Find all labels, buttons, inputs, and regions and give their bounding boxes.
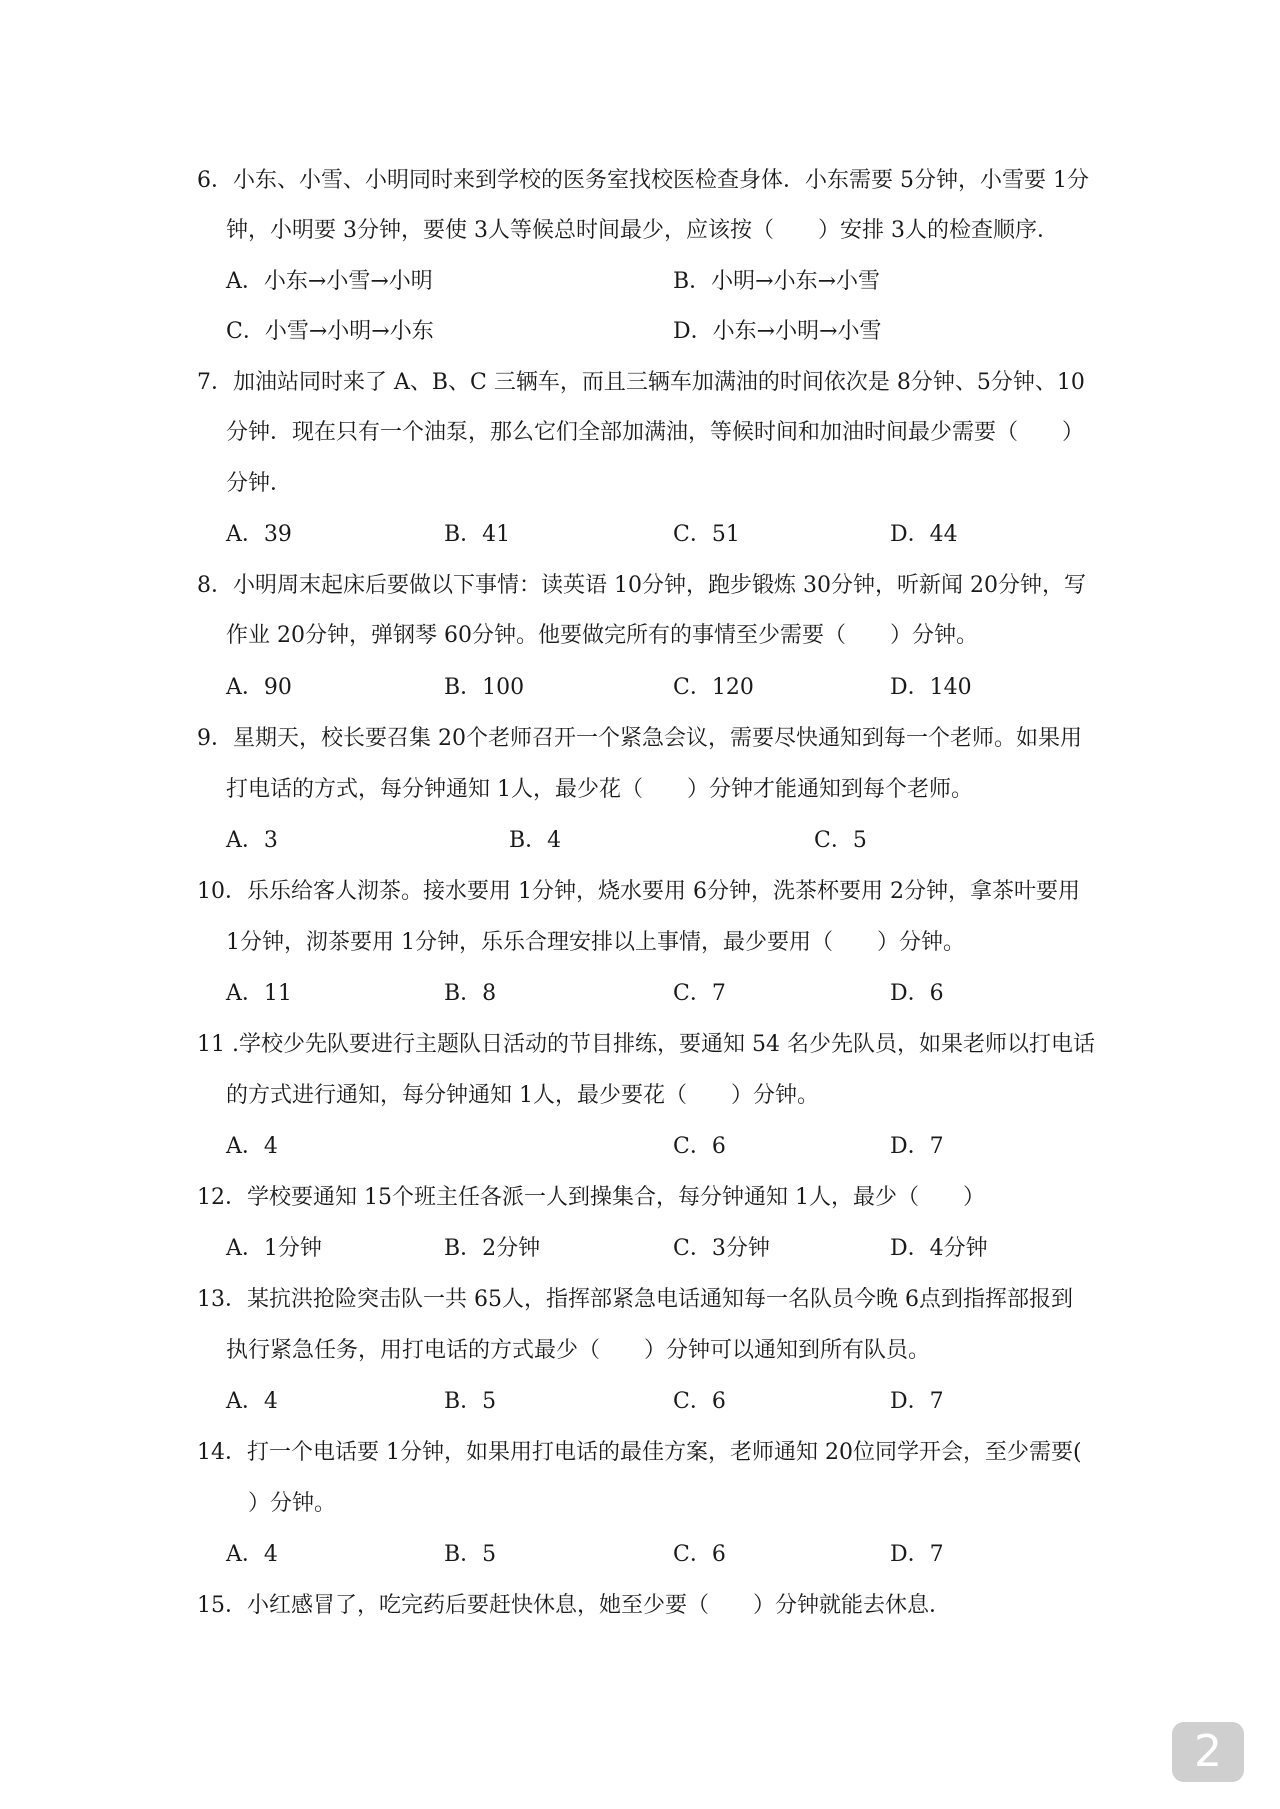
question-11-option-c: C．6 [673, 1134, 726, 1159]
question-6-options-row-1 [226, 267, 1126, 297]
question-9-line-2: 打电话的方式，每分钟通知 1人，最少花（ ）分钟才能通知到每个老师。 [226, 777, 973, 802]
question-11-options [226, 1132, 1126, 1162]
question-9-options [226, 826, 1126, 856]
question-10-option-b: B．8 [444, 981, 497, 1006]
question-14-options [226, 1540, 1126, 1570]
question-13-options [226, 1387, 1126, 1417]
question-11-option-d: D．7 [890, 1134, 944, 1159]
question-8-option-a: A．90 [226, 675, 292, 700]
question-8-options [226, 673, 1126, 703]
question-15-line-1: 15．小红感冒了，吃完药后要赶快休息，她至少要（ ）分钟就能去休息． [197, 1593, 951, 1618]
question-12-line-1: 12．学校要通知 15个班主任各派一人到操集合，每分钟通知 1人，最少（ ） [197, 1185, 985, 1210]
question-13-option-b: B．5 [444, 1389, 497, 1414]
question-8-option-c: C．120 [673, 675, 754, 700]
question-8-option-b: B．100 [444, 675, 525, 700]
question-11-line-2: 的方式进行通知，每分钟通知 1人，最少要花（ ）分钟。 [226, 1083, 819, 1108]
question-14-option-b: B．5 [444, 1542, 497, 1567]
question-9-line-1: 9．星期天，校长要召集 20个老师召开一个紧急会议，需要尽快通知到每一个老师。如果用 [197, 726, 1082, 751]
question-14-option-c: C．6 [673, 1542, 726, 1567]
question-12-option-a: A．1分钟 [226, 1236, 322, 1261]
question-10-options [226, 979, 1126, 1009]
question-8-line-1: 8．小明周末起床后要做以下事情：读英语 10分钟，跑步锻炼 30分钟，听新闻 20分钟，写 [197, 573, 1086, 598]
question-7-option-d: D．44 [890, 522, 958, 547]
question-7-line-1: 7．加油站同时来了 A、B、C 三辆车，而且三辆车加满油的时间依次是 8分钟、5分钟、10 [197, 370, 1085, 395]
question-7-option-a: A．39 [226, 522, 292, 547]
question-7-option-b: B．41 [444, 522, 511, 547]
page-number-badge: 2 [1172, 1722, 1244, 1782]
question-6-options-row-2 [226, 317, 1126, 347]
question-14-option-d: D．7 [890, 1542, 944, 1567]
question-7-line-3: 分钟． [226, 471, 293, 496]
question-7-line-2: 分钟．现在只有一个油泵，那么它们全部加满油，等候时间和加油时间最少需要（ ） [226, 420, 1085, 445]
question-14-line-1: 14．打一个电话要 1分钟，如果用打电话的最佳方案，老师通知 20位同学开会，至少需要( [197, 1440, 1082, 1465]
question-13-option-a: A．4 [226, 1389, 278, 1414]
question-6-line-2: 钟，小明要 3分钟，要使 3人等候总时间最少，应该按（ ）安排 3人的检查顺序． [226, 218, 1059, 243]
question-12-options [226, 1234, 1126, 1264]
question-13-line-1: 13．某抗洪抢险突击队一共 65人，指挥部紧急电话通知每一名队员今晚 6点到指挥部报到 [197, 1287, 1073, 1312]
question-13-option-c: C．6 [673, 1389, 726, 1414]
question-10-option-a: A．11 [226, 981, 292, 1006]
question-10-option-d: D．6 [890, 981, 944, 1006]
question-11-line-1: 11 .学校少先队要进行主题队日活动的节目排练，要通知 54 名少先队员，如果老师以打电话 [197, 1032, 1095, 1057]
question-9-option-b: B．4 [509, 828, 562, 853]
question-12-option-b: B．2分钟 [444, 1236, 541, 1261]
question-9-option-c: C．5 [814, 828, 867, 853]
question-7-option-c: C．51 [673, 522, 740, 547]
question-12-option-c: C．3分钟 [673, 1236, 770, 1261]
question-10-option-c: C．7 [673, 981, 726, 1006]
question-12-option-d: D．4分钟 [890, 1236, 988, 1261]
question-6-option-c: C．小雪→小明→小东 [226, 319, 434, 344]
question-6-option-b: B．小明→小东→小雪 [673, 269, 881, 294]
question-14-line-2: ）分钟。 [248, 1491, 337, 1516]
question-8-line-2: 作业 20分钟，弹钢琴 60分钟。他要做完所有的事情至少需要（ ）分钟。 [226, 623, 978, 648]
question-6-option-d: D．小东→小明→小雪 [673, 319, 882, 344]
question-14-option-a: A．4 [226, 1542, 278, 1567]
question-13-option-d: D．7 [890, 1389, 944, 1414]
question-10-line-2: 1分钟，沏茶要用 1分钟，乐乐合理安排以上事情，最少要用（ ）分钟。 [226, 930, 965, 955]
question-6-option-a: A．小东→小雪→小明 [226, 269, 433, 294]
question-13-line-2: 执行紧急任务，用打电话的方式最少（ ）分钟可以通知到所有队员。 [226, 1338, 931, 1363]
question-8-option-d: D．140 [890, 675, 972, 700]
question-6-line-1: 6．小东、小雪、小明同时来到学校的医务室找校医检查身体．小东需要 5分钟，小雪要 1分 [197, 168, 1089, 193]
question-9-option-a: A．3 [226, 828, 278, 853]
question-11-option-a: A．4 [226, 1134, 278, 1159]
question-7-options [226, 520, 1126, 550]
question-10-line-1: 10．乐乐给客人沏茶。接水要用 1分钟，烧水要用 6分钟，洗茶杯要用 2分钟，拿茶叶要用 [197, 879, 1080, 904]
